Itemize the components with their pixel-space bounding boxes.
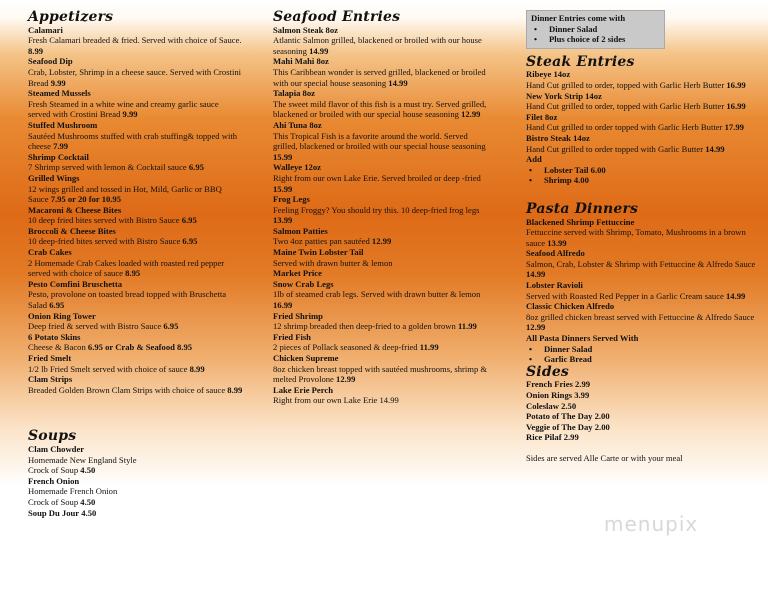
menu-item-price: 12.99	[371, 236, 392, 247]
menu-item-desc-line	[526, 227, 758, 248]
menu-item-name: Ribeye 14oz	[526, 69, 571, 80]
menu-item-desc-line	[273, 364, 488, 385]
menu-item	[273, 332, 488, 353]
menu-item-name: Seafood Dip	[28, 56, 73, 67]
menu-item-price: 11.99	[457, 321, 477, 332]
menu-item-price: 8.95	[125, 268, 141, 279]
soup-line-text: Crock of Soup	[28, 496, 79, 507]
menu-item-desc-line	[526, 259, 758, 280]
soups-list	[28, 444, 243, 518]
menu-item	[28, 247, 243, 279]
soup-line	[28, 465, 243, 476]
menu-item	[28, 56, 243, 88]
menu-item-name: Salmon Steak 8oz	[273, 24, 338, 35]
menu-item-desc-line	[273, 321, 488, 332]
menu-item-desc: Atlantic Salmon grilled, blackened or broiled with our house seasoning	[273, 35, 482, 56]
bullet-item: • Lobster Tail 6.00	[526, 165, 758, 176]
menu-item-desc-line	[28, 289, 243, 310]
menu-item-desc-line	[526, 291, 758, 302]
menu-item-name: Pesto Comfini Bruschetta	[28, 278, 123, 289]
appetizers-heading: Appetizers	[28, 9, 114, 25]
soup-line-price: 4.50	[81, 507, 97, 518]
watermark-logo: menupix	[604, 512, 699, 536]
soups-heading: Soups	[28, 428, 77, 445]
menu-item	[273, 226, 488, 247]
menu-item-price: 7.95 or 20 for 10.95	[50, 194, 122, 205]
menu-item	[28, 279, 243, 311]
menu-item-price: 9.99	[50, 77, 66, 88]
column-right	[526, 10, 758, 464]
steak-list	[526, 69, 758, 154]
menu-item-price: 13.99	[273, 215, 293, 226]
menu-item-price: 14.99	[309, 45, 329, 56]
menu-item-price: 12.99	[461, 109, 481, 120]
bullet-item: • Dinner Salad	[531, 24, 661, 35]
menu-item-desc-line	[273, 131, 488, 163]
menu-item-desc-line	[526, 144, 758, 155]
menu-item-price: 7.99	[53, 141, 69, 152]
menu-item-desc-line	[273, 395, 488, 406]
menu-item	[526, 133, 758, 154]
menu-item-name: 6 Potato Skins	[28, 331, 81, 342]
menu-item-desc: Cheese & Bacon	[28, 342, 86, 353]
menu-item-price: 13.99	[547, 237, 567, 248]
menu-item-name: Shrimp Cocktail	[28, 151, 89, 162]
soup-line-text: Clam Chowder	[28, 443, 85, 454]
menu-item-name: Bistro Steak 14oz	[526, 132, 590, 143]
menu-item-name: Frog Legs	[273, 194, 310, 205]
menu-item-price: 16.99	[273, 300, 293, 311]
menu-item-desc-line	[28, 321, 243, 332]
menu-item-desc: Right from our own Lake Erie	[273, 395, 378, 406]
menu-item	[28, 226, 243, 247]
menu-item	[273, 25, 488, 57]
menu-item-desc-line	[28, 236, 243, 247]
sides-note: Sides are served Alle Carte or with your meal	[526, 452, 683, 463]
soup-line-text: Homemade New England Style	[28, 454, 137, 465]
soup-line	[28, 497, 243, 508]
menu-item-price: 8.99	[227, 384, 243, 395]
menu-item-name: Mahi Mahi 8oz	[273, 56, 329, 67]
menu-item	[273, 311, 488, 332]
menu-item-desc: Feeling Froggy? You should try this. 10 deep-fried frog legs	[273, 204, 480, 215]
soup-line-text: Soup Du Jour	[28, 507, 80, 518]
soup-line	[28, 508, 243, 519]
bullet-item: • Plus choice of 2 sides	[531, 34, 661, 45]
menu-item-desc: Fresh Steamed in a white wine and creamy garlic sauce served with Crostini Bread	[28, 98, 219, 120]
menu-item	[273, 279, 488, 311]
soup-line	[28, 444, 243, 455]
menu-item-desc: Breaded Golden Brown Clam Strips with choice of sauce	[28, 384, 226, 395]
menu-item-desc-line	[526, 312, 758, 333]
menu-item-desc: Hand Cut grilled to order, topped with Garlic Herb Butter	[526, 101, 725, 112]
menu-item-name: Talapia 8oz	[273, 88, 315, 99]
appetizers-list	[28, 25, 243, 396]
menu-item-desc: 10 deep fried bites served with Bistro Sauce	[28, 215, 180, 226]
menu-item-price: 15.99	[273, 183, 293, 194]
menu-item-price: 6.95	[188, 162, 204, 173]
menu-item-name: Maine Twin Lobster Tail	[273, 247, 364, 258]
column-middle	[273, 10, 488, 406]
menu-item-desc-line	[526, 122, 758, 133]
menu-item-name: Chicken Supreme	[273, 353, 339, 363]
menu-item-desc: 8oz chicken breast topped with sautéed mushrooms, shrimp & melted Provolone	[273, 363, 488, 385]
soup-line-text: French Onion	[28, 475, 80, 486]
menu-item-desc: 10 deep-fried bites served with Bistro Sauce	[28, 236, 181, 247]
menu-item-desc-line	[28, 364, 243, 375]
menu-item	[28, 353, 243, 374]
menu-item-price: 17.99	[724, 122, 744, 133]
menu-item	[526, 112, 758, 133]
side-item: Veggie of The Day 2.00	[526, 421, 610, 432]
menu-item-price: 6.95	[182, 236, 198, 247]
menu-item-desc: 2 pieces of Pollack seasoned & deep-fried	[273, 342, 418, 353]
menu-item-price: 16.99	[726, 79, 746, 90]
sides-heading: Sides	[526, 363, 570, 380]
menu-item-desc-line	[273, 173, 488, 194]
column-left	[28, 10, 243, 518]
bullet-item: • Shrimp 4.00	[526, 175, 758, 186]
menu-item-desc-line	[28, 215, 243, 226]
menu-item-name: Grilled Wings	[28, 172, 80, 183]
menu-item-desc: 12 shrimp breaded then deep-fried to a golden brown	[273, 321, 456, 332]
pasta-all-served: All Pasta Dinners Served With	[526, 333, 639, 344]
menu-item-desc-line	[273, 67, 488, 88]
steak-add-bullets	[526, 165, 758, 186]
menu-item-desc: 8oz grilled chicken breast served with Fettuccine & Alfredo Sauce	[526, 311, 755, 322]
menu-item-desc: 1lb of steamed crab legs. Served with drawn butter & lemon	[273, 289, 481, 300]
menu-item-name: Calamari	[28, 24, 63, 35]
menu-item-price: 11.99	[419, 342, 439, 353]
menu-item-price: 14.99	[526, 269, 546, 280]
menu-item	[28, 374, 243, 395]
menu-item-price: 16.99	[726, 101, 746, 112]
soup-line	[28, 476, 243, 487]
menu-item-desc: 7 Shrimp served with lemon & Cocktail sauce	[28, 162, 187, 173]
pasta-bullets	[526, 344, 758, 365]
menu-item	[273, 353, 488, 385]
menu-item-desc-line	[273, 258, 488, 269]
menu-item	[526, 248, 758, 280]
menu-item-price: 6.95	[49, 300, 65, 311]
menu-item-desc-line	[28, 342, 243, 353]
menu-item-desc-line	[28, 131, 243, 152]
menu-item-name: Seafood Alfredo	[526, 248, 585, 259]
bullet-item: • Garlic Bread	[526, 354, 758, 365]
menu-item-name: Lobster Ravioli	[526, 280, 583, 291]
menu-item	[28, 205, 243, 226]
menu-item-name: Steamed Mussels	[28, 88, 91, 99]
dinner-box-bullets	[531, 24, 661, 45]
menu-item-desc-line	[28, 258, 243, 279]
menu-item-name: Filet 8oz	[526, 111, 558, 122]
menu-item	[28, 25, 243, 57]
menu-item-price: 14.99	[379, 395, 399, 406]
menu-item-name: Market Price	[273, 268, 322, 279]
soup-line-price: 4.50	[80, 496, 96, 507]
menu-item-desc: Hand Cut grilled to order topped with Garlic Butter	[526, 143, 704, 154]
side-item: Potato of The Day 2.00	[526, 411, 610, 422]
menu-item-desc-line	[273, 35, 488, 56]
pasta-list	[526, 217, 758, 334]
menu-item-desc: Fettuccine served with Shrimp, Tomato, Mushrooms in a brown sauce	[526, 227, 746, 248]
menu-item	[273, 385, 488, 406]
menu-item-desc-line	[273, 205, 488, 226]
menu-item	[273, 194, 488, 226]
menu-item-desc-line	[273, 99, 488, 120]
menu-item-name: Lake Erie Perch	[273, 384, 333, 395]
menu-item-desc: 12 wings grilled and tossed in Hot, Mild, Garlic or BBQ Sauce	[28, 183, 222, 205]
menu-item	[526, 280, 758, 301]
menu-item-name: Fried Smelt	[28, 353, 72, 363]
menu-item-price: 6.95	[163, 321, 179, 332]
soup-line	[28, 486, 243, 497]
menu-item	[273, 120, 488, 162]
menu-item-desc-line	[28, 385, 243, 396]
menu-item	[28, 120, 243, 152]
menu-item-desc: Crab, Lobster, Shrimp in a cheese sauce. Served with Crostini Bread	[28, 66, 242, 88]
menu-item-price: 12.99	[526, 322, 546, 333]
side-item: Onion Rings 3.99	[526, 390, 590, 400]
dinner-box-heading: Dinner Entries come with	[531, 13, 626, 23]
menu-item	[526, 301, 758, 333]
menu-item-desc-line	[28, 67, 243, 88]
menu-item-desc-line	[28, 184, 243, 205]
menu-item-name: Fried Fish	[273, 331, 311, 342]
menu-item-name: Stuffed Mushroom	[28, 119, 98, 130]
soup-line-text: Crock of Soup	[28, 465, 79, 476]
menu-item-name: Ahi Tuna 8oz	[273, 119, 322, 130]
menu-item	[273, 247, 488, 268]
menu-item-name: Classic Chicken Alfredo	[526, 301, 615, 312]
menu-item	[526, 69, 758, 90]
side-item: Rice Pilaf 2.99	[526, 432, 579, 443]
menu-item-name: Blackened Shrimp Fettuccine	[526, 216, 635, 227]
menu-item-desc: Fresh Calamari breaded & fried. Served with choice of Sauce.	[28, 35, 242, 46]
menu-item-desc-line	[273, 342, 488, 353]
menu-item-name: Snow Crab Legs	[273, 278, 334, 289]
bullet-item: • Dinner Salad	[526, 344, 758, 355]
soup-line-price: 4.50	[80, 465, 96, 476]
steak-add-label: Add	[526, 154, 542, 165]
menu-item-desc-line	[526, 101, 758, 112]
seafood-list	[273, 25, 488, 406]
menu-item-desc: Hand Cut grilled to order, topped with Garlic Herb Butter	[526, 79, 725, 90]
steak-heading: Steak Entries	[526, 53, 635, 70]
menu-item-desc-line	[273, 236, 488, 247]
menu-item	[273, 268, 488, 279]
menu-item-price: 15.99	[273, 151, 293, 162]
menu-item-desc: 2 Homemade Crab Cakes loaded with roasted red pepper served with choice of sauce	[28, 257, 225, 279]
menu-item	[28, 332, 243, 353]
menu-item-desc: Served with Roasted Red Pepper in a Garlic Cream sauce	[526, 290, 724, 301]
menu-item-desc-line	[28, 99, 243, 120]
menu-item-name: Walleye 12oz	[273, 162, 321, 173]
menu-item-desc: This Caribbean wonder is served grilled, blackened or broiled with our special house seasoning	[273, 66, 486, 88]
menu-item-price: 9.99	[122, 109, 138, 120]
menu-item-name: Onion Ring Tower	[28, 310, 96, 321]
menu-item	[28, 88, 243, 120]
menu-item-name: Broccoli & Cheese Bites	[28, 225, 116, 236]
menu-item-price: 6.95 or Crab & Seafood 8.95	[87, 342, 193, 353]
menu-item-desc: The sweet mild flavor of this fish is a must try. Served grilled, blackened or broiled with our special house seasoning	[273, 98, 487, 120]
menu-item-name: Clam Strips	[28, 374, 73, 385]
menu-item	[28, 173, 243, 205]
menu-item-desc: Hand Cut grilled to order topped with Garlic Herb Butter	[526, 122, 723, 133]
menu-item-name: Crab Cakes	[28, 247, 72, 258]
seafood-heading: Seafood Entries	[273, 9, 401, 25]
menu-item-desc: Two 4oz patties pan sautéed	[273, 236, 370, 247]
menu-item-price: 14.99	[705, 143, 725, 154]
soup-line	[28, 455, 243, 466]
menu-item-desc-line	[273, 289, 488, 310]
menu-item-desc: Salmon, Crab, Lobster & Shrimp with Fettuccine & Alfredo Sauce	[526, 258, 756, 269]
menu-item-desc-line	[28, 162, 243, 173]
menu-item-desc-line	[28, 35, 243, 56]
menu-item-price: 14.99	[388, 77, 408, 88]
soup-line-text: Homemade French Onion	[28, 486, 118, 497]
side-item: French Fries 2.99	[526, 379, 591, 390]
menu-item-desc: Served with drawn butter & lemon	[273, 257, 393, 268]
menu-item	[28, 152, 243, 173]
menu-item	[273, 88, 488, 120]
menu-item-desc: Deep fried & served with Bistro Sauce	[28, 321, 162, 332]
menu-item-price: 6.95	[181, 215, 197, 226]
menu-item-desc: Sautéed Mushrooms stuffed with crab stuffing& topped with cheese	[28, 130, 238, 152]
dinner-entries-box	[526, 10, 665, 49]
menu-item	[526, 217, 758, 249]
menu-item-desc: This Tropical Fish is a favorite around the world. Served grilled, blackened or broiled with our special house seasoning	[273, 130, 486, 152]
menu-item-price: 14.99	[726, 290, 746, 301]
sides-list	[526, 379, 758, 443]
menu-item-name: New York Strip 14oz	[526, 90, 602, 101]
menu-item-desc: 1/2 lb Fried Smelt served with choice of sauce	[28, 363, 188, 374]
pasta-heading: Pasta Dinners	[526, 200, 639, 217]
menu-item-name: Fried Shrimp	[273, 310, 323, 321]
menu-item-desc-line	[526, 80, 758, 91]
menu-item-price: 8.99	[28, 45, 44, 56]
side-item: Coleslaw 2.50	[526, 400, 577, 411]
menu-item-name: Macaroni & Cheese Bites	[28, 204, 122, 215]
menu-item-price: 8.99	[189, 363, 205, 374]
menu-item-name: Salmon Patties	[273, 225, 328, 236]
menu-item	[526, 91, 758, 112]
menu-item	[273, 162, 488, 194]
menu-item-desc: Pesto, provolone on toasted bread topped with Bruschetta Salad	[28, 289, 227, 311]
menu-item-desc: Right from our own Lake Erie. Served broiled or deep -fried	[273, 172, 481, 183]
menu-item	[273, 56, 488, 88]
menu-item	[28, 311, 243, 332]
menu-item-price: 12.99	[336, 374, 356, 385]
